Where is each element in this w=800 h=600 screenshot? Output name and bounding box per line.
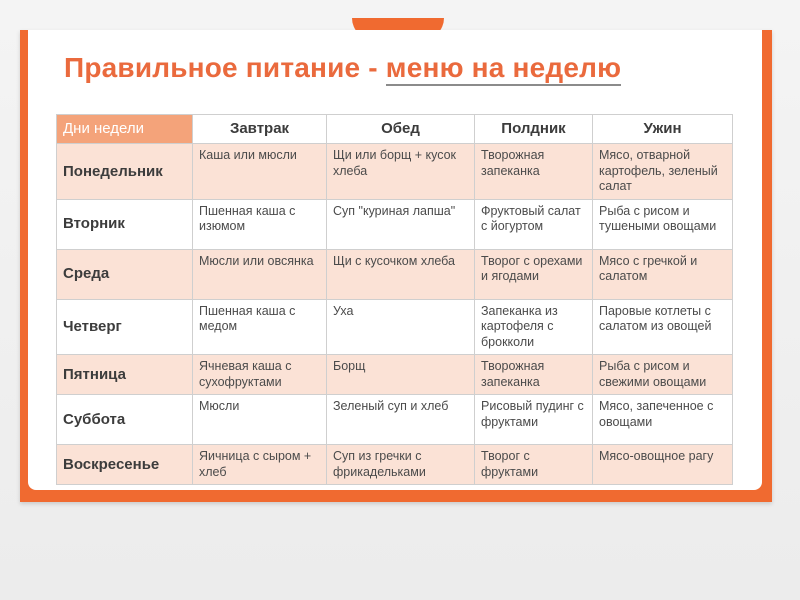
title-part-2: меню на неделю <box>386 52 621 86</box>
snack-cell: Запеканка из картофеля с брокколи <box>475 299 593 355</box>
header-days: Дни недели <box>57 115 193 144</box>
snack-cell: Фруктовый салат с йогуртом <box>475 199 593 249</box>
snack-cell: Творожная запеканка <box>475 144 593 200</box>
lunch-cell: Зеленый суп и хлеб <box>327 395 475 445</box>
page-title <box>64 52 621 84</box>
dinner-cell: Рыба с рисом и свежими овощами <box>593 355 733 395</box>
dinner-cell: Рыба с рисом и тушеными овощами <box>593 199 733 249</box>
lunch-cell: Суп из гречки с фрикадельками <box>327 445 475 485</box>
snack-cell: Рисовый пудинг с фруктами <box>475 395 593 445</box>
dinner-cell: Мясо, запеченное с овощами <box>593 395 733 445</box>
snack-cell: Творожная запеканка <box>475 355 593 395</box>
breakfast-cell: Каша или мюсли <box>193 144 327 200</box>
header-lunch: Обед <box>327 115 475 144</box>
day-cell: Пятница <box>57 355 193 395</box>
header-dinner: Ужин <box>593 115 733 144</box>
dinner-cell: Мясо-овощное рагу <box>593 445 733 485</box>
breakfast-cell: Пшенная каша с изюмом <box>193 199 327 249</box>
title-part-1: Правильное питание - <box>64 52 386 83</box>
lunch-cell: Щи с кусочком хлеба <box>327 249 475 299</box>
snack-cell: Творог с фруктами <box>475 445 593 485</box>
table-row <box>57 299 733 355</box>
table-row <box>57 445 733 485</box>
breakfast-cell: Мюсли или овсянка <box>193 249 327 299</box>
table-row <box>57 249 733 299</box>
lunch-cell: Щи или борщ + кусок хлеба <box>327 144 475 200</box>
breakfast-cell: Ячневая каша с сухофруктами <box>193 355 327 395</box>
snack-cell: Творог с орехами и ягодами <box>475 249 593 299</box>
table-row <box>57 144 733 200</box>
day-cell: Понедельник <box>57 144 193 200</box>
lunch-cell: Суп "куриная лапша" <box>327 199 475 249</box>
day-cell: Воскресенье <box>57 445 193 485</box>
lunch-cell: Борщ <box>327 355 475 395</box>
header-snack: Полдник <box>475 115 593 144</box>
dinner-cell: Мясо с гречкой и салатом <box>593 249 733 299</box>
dinner-cell: Паровые котлеты с салатом из овощей <box>593 299 733 355</box>
breakfast-cell: Яичница с сыром + хлеб <box>193 445 327 485</box>
dinner-cell: Мясо, отварной картофель, зеленый салат <box>593 144 733 200</box>
day-cell: Суббота <box>57 395 193 445</box>
table-row <box>57 395 733 445</box>
day-cell: Вторник <box>57 199 193 249</box>
breakfast-cell: Мюсли <box>193 395 327 445</box>
day-cell: Среда <box>57 249 193 299</box>
weekly-menu-table <box>56 114 733 485</box>
day-cell: Четверг <box>57 299 193 355</box>
header-breakfast: Завтрак <box>193 115 327 144</box>
table-header-row <box>57 115 733 144</box>
breakfast-cell: Пшенная каша с медом <box>193 299 327 355</box>
table-row <box>57 199 733 249</box>
lunch-cell: Уха <box>327 299 475 355</box>
table-row <box>57 355 733 395</box>
